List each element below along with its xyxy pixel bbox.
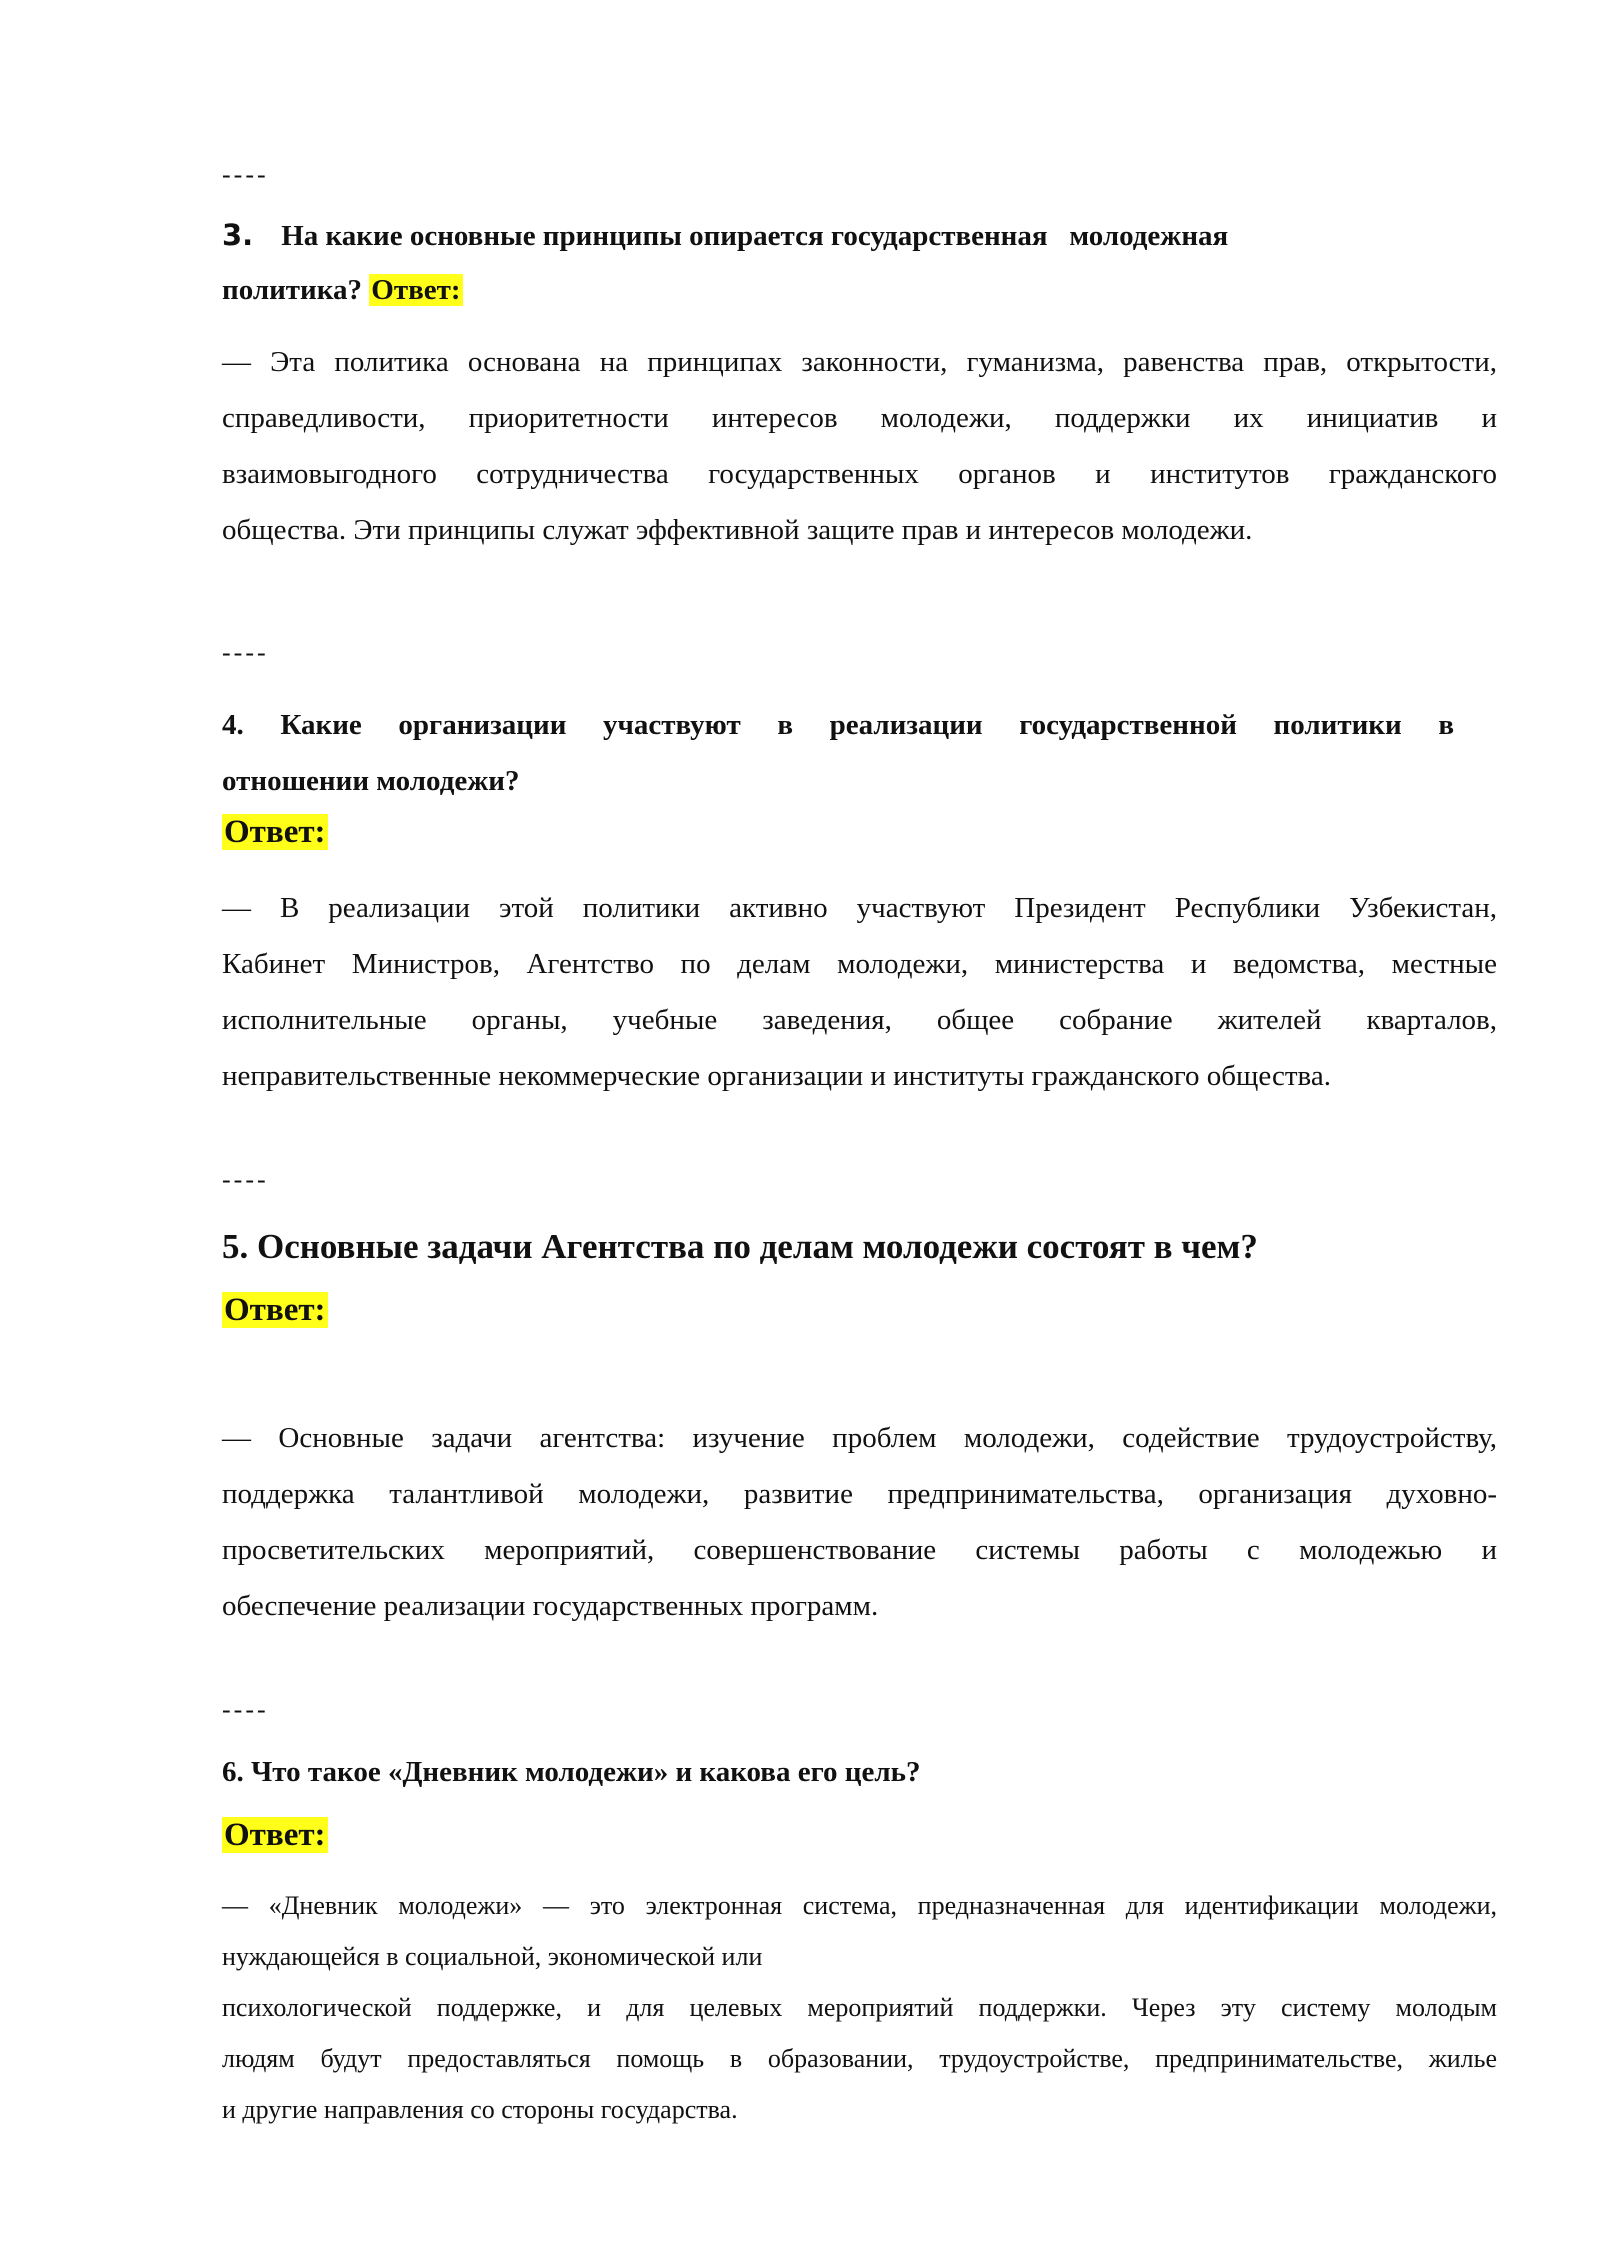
answer-label: Ответ: xyxy=(224,1817,326,1853)
answer-line: — Основные задачи агентства: изучение проблем молодежи, содействие трудоустройству, xyxy=(222,1422,1497,1454)
question-4-line-2: отношении молодежи? xyxy=(222,765,520,797)
answer-4-text xyxy=(222,880,1497,1104)
answer-5-text xyxy=(222,1410,1497,1634)
answer-label-row xyxy=(222,1817,328,1854)
separator: ---- xyxy=(222,1695,269,1724)
answer-label: Ответ: xyxy=(224,1292,326,1328)
question-3-text: На какие основные принципы опирается государственная молодежная xyxy=(281,220,1229,252)
answer-line: Кабинет Министров, Агентство по делам молодежи, министерства и ведомства, местные xyxy=(222,948,1497,980)
question-6: 6. Что такое «Дневник молодежи» и какова его цель? xyxy=(222,1756,921,1788)
question-3-number: 3. xyxy=(222,218,254,252)
answer-line: общества. Эти принципы служат эффективной защите прав и интересов молодежи. xyxy=(222,514,1253,546)
answer-line: — Эта политика основана на принципах законности, гуманизма, равенства прав, открытости, xyxy=(222,346,1497,378)
separator: ---- xyxy=(222,1165,269,1194)
answer-line: поддержка талантливой молодежи, развитие предпринимательства, организация духовно- xyxy=(222,1478,1497,1510)
answer-line: обеспечение реализации государственных программ. xyxy=(222,1590,879,1622)
answer-label: Ответ: xyxy=(371,274,461,306)
answer-label-row xyxy=(222,814,328,851)
answer-label-row xyxy=(222,1292,328,1329)
question-3-line-2 xyxy=(222,274,463,307)
question-3-text-end: политика? xyxy=(222,274,363,306)
answer-line: людям будут предоставляться помощь в образовании, трудоустройстве, предпринимательстве, жилье xyxy=(222,2044,1497,2073)
answer-line: исполнительные органы, учебные заведения, общее собрание жителей кварталов, xyxy=(222,1004,1497,1036)
answer-line: справедливости, приоритетности интересов молодежи, поддержки их инициатив и xyxy=(222,402,1497,434)
answer-3-text xyxy=(222,334,1497,558)
answer-line: неправительственные некоммерческие организации и институты гражданского общества. xyxy=(222,1060,1331,1092)
question-3-line-1 xyxy=(222,218,1228,253)
answer-line: — В реализации этой политики активно участвуют Президент Республики Узбекистан, xyxy=(222,892,1497,924)
answer-label: Ответ: xyxy=(224,814,326,850)
separator: ---- xyxy=(222,638,269,667)
answer-line: нуждающейся в социальной, экономической или xyxy=(222,1942,763,1971)
question-4 xyxy=(222,697,1497,809)
answer-line: взаимовыгодного сотрудничества государственных органов и институтов гражданского xyxy=(222,458,1497,490)
answer-line: психологической поддержке, и для целевых мероприятий поддержки. Через эту систему молодым xyxy=(222,1993,1497,2022)
answer-line: — «Дневник молодежи» — это электронная система, предназначенная для идентификации молодежи, xyxy=(222,1891,1497,1920)
question-4-line-1: 4. Какие организации участвуют в реализации государственной политики в xyxy=(222,709,1454,741)
separator: ---- xyxy=(222,160,269,189)
answer-line: и другие направления со стороны государства. xyxy=(222,2095,738,2124)
answer-6-text xyxy=(222,1880,1497,2135)
question-5: 5. Основные задачи Агентства по делам молодежи состоят в чем? xyxy=(222,1227,1258,1266)
answer-line: просветительских мероприятий, совершенствование системы работы с молодежью и xyxy=(222,1534,1497,1566)
